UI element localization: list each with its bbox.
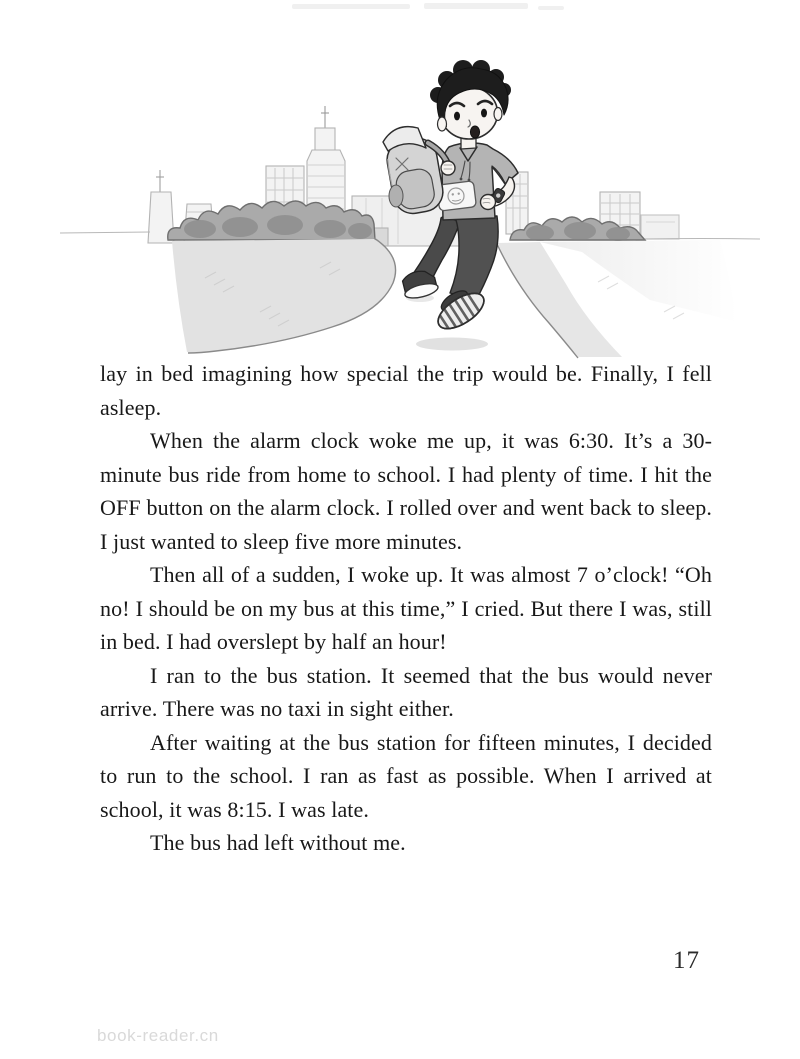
story-paragraph: When the alarm clock woke me up, it was 6:30. It’s a 30-minute bus ride from home to school. I had plenty of time. I hit the OFF button on the alarm clock. I rolled over and went back to sleep. I just wanted to sleep five more minutes. [100, 428, 712, 554]
page-number: 17 [673, 947, 700, 974]
boy-right-ear [494, 108, 502, 121]
story-paragraph: lay in bed imagining how special the trip would be. Finally, I fell asleep. [100, 361, 712, 420]
boy-mouth [470, 126, 479, 138]
story-paragraph: After waiting at the bus station for fifteen minutes, I decided to run to the school. I ran as fast as possible. When I arrived at school, it was 8:15. I was late. [100, 729, 712, 822]
boy-figure [383, 60, 518, 336]
boy-front-leg [450, 216, 498, 300]
boy-backpack [383, 127, 449, 217]
boy-right-eye [481, 109, 487, 118]
story-paragraph: I ran to the bus station. It seemed that the bus would never arrive. There was no taxi in sight either. [100, 662, 712, 721]
story-paragraph: The bus had left without me. [150, 830, 406, 855]
story-text [100, 357, 712, 860]
boy-left-eye [454, 112, 460, 121]
story-paragraph: Then all of a sudden, I woke up. It was almost 7 o’clock! “Oh no! I should be on my bus at this time,” I cried. But there I was, still in bed. I had overslept by half an hour! [100, 562, 712, 654]
page-top-bleed [292, 3, 564, 10]
boy-left-hand [441, 161, 455, 175]
boy-right-fist [481, 195, 496, 210]
watermark: book-reader.cn [97, 1026, 219, 1045]
illustration-running-boy [0, 0, 800, 360]
boy-left-ear [438, 117, 447, 131]
